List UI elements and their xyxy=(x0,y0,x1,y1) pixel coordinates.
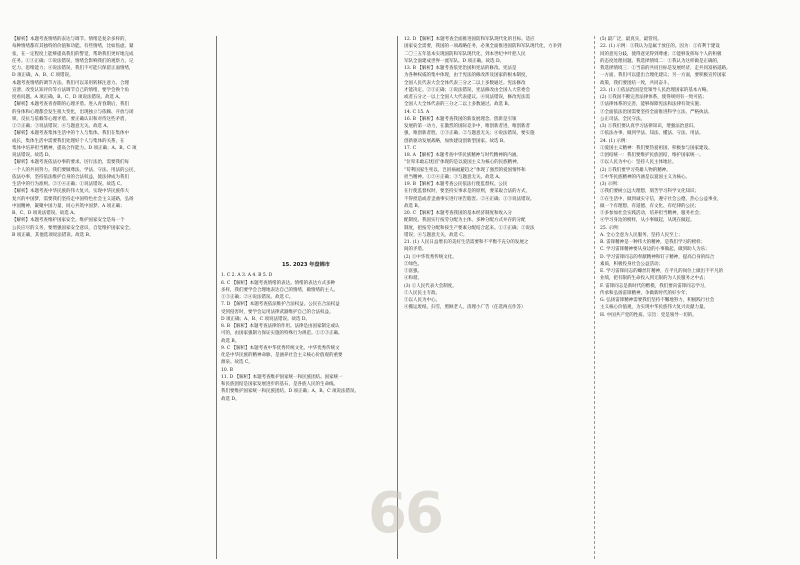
answer-line: ③法律体系的完善，能够保障宪法和法律有效实施； xyxy=(600,102,704,108)
answer-line: 依法办事，坚持依法维护自身的合法权益，使法律成为我们 xyxy=(12,174,129,180)
answer-line: 【解析】本题考查中华民族的伟大复兴。实现中华民族伟大 xyxy=(12,189,129,195)
answer-line: 为各种权威的集中体现，由于宪法的修改涉及国家的根本制度， xyxy=(404,73,530,79)
answer-line: G. 弘扬雷锋精神需要我们坚持不懈地努力，积极践行社会 xyxy=(600,298,715,303)
answer-line: 化是中华民族的精神命脉，是涵养社会主义核心价值观的重要 xyxy=(221,353,343,358)
answer-line: “苟利国家生死以，岂因祸福避趋之”体现了强烈的爱国情怀和 xyxy=(404,167,526,173)
answer-line: 度看问题。A 项正确，B、C、D 项说法错误。故选 A。 xyxy=(12,95,124,100)
answer-line: 强，唯创新者胜。①③正确；②与题意无关；④说法错误。要实施 xyxy=(404,131,535,137)
answer-line: 二〇三五年基本实现国防和军队现代化，到本世纪中叶把人民 xyxy=(404,51,526,57)
answer-line: F. 雷锋同志是新时代的楷模，我们要向雷锋同志学习， xyxy=(600,283,709,289)
answer-line: 张，在一定程度上能够提高我们的警觉，帮助我们更好地完成 xyxy=(12,51,134,57)
answer-line: 复兴的中国梦，需要我们坚持走中国特色社会主义道路，弘扬 xyxy=(12,196,134,202)
answer-line: 21. (1) 人民日益增长的美好生活需要和不平衡不充分的发展之 xyxy=(404,240,529,245)
answer-line: 制度，把按劳分配和按生产要素分配结合起来。①③正确；②说法 xyxy=(404,225,535,231)
answer-line: 16. B 【解析】本题考查我国的新发展理念。创新是引领 xyxy=(404,116,517,122)
answer-line: ①我们要树立远大理想，刻苦学习科学文化知识； xyxy=(600,189,699,195)
answer-line: 23. (1) ①依法治国是党领导人民治理国家的基本方略。 xyxy=(600,87,711,93)
answer-line: B. 雷锋精神是一种伟大的精神，是我们学习的榜样； xyxy=(600,240,706,245)
answer-line: 25. 示例： xyxy=(600,225,623,231)
answer-line: 【解析】本题考查情绪的表达与调节。情绪是复杂多样的， xyxy=(12,37,129,42)
answer-line: C. 学习雷锋精神要从身边的小事做起，做到助人为乐； xyxy=(600,247,710,253)
answer-line: 在行使监督权时，要坚持实事求是的原则，要采取合法的方式， xyxy=(404,189,530,195)
answer-line: 集体中培养担当精神，提高合作能力。D 项正确；A、B、C 项 xyxy=(12,145,137,151)
answer-line: 全国人大全体代表的三分之二以上多数通过。故选 B。 xyxy=(404,102,513,108)
answer-line: 生活中的行为准则。②③④正确；①说法错误。故选 C。 xyxy=(12,182,125,187)
answer-line: 故选 D。 xyxy=(221,396,240,402)
answer-line: ①②正确；③说法错误；④与题意无关。故选 A。 xyxy=(12,124,112,129)
page-number-watermark: 66 xyxy=(368,481,442,546)
answer-line: 政策，我们要团结一致，共同奋斗。 xyxy=(600,80,672,86)
answer-line: ①③正确；②④说法错误。故选 C。 xyxy=(221,295,294,300)
answer-line: 19. B 【解析】本题考查公民依法行使监督权。公民 xyxy=(404,182,508,187)
answer-line: 可的，由国家强制力保证实施的特殊行为规范。①②③正确。 xyxy=(221,331,343,337)
answer-line: D 项正确；A、B、C 项说法错误。故选 D。 xyxy=(221,316,311,322)
answer-column-1 xyxy=(12,36,210,557)
answer-line: 11. D 【解析】本题考查维护国家统一和民族团结。国家统一 xyxy=(221,374,343,380)
answer-line: (2) ①我国不断完善法律体系，使得规则有一致可依； xyxy=(600,95,707,100)
answer-line: 一方面，我们可以提出合理化建议；另一方面，要积极宣传国家 xyxy=(600,73,726,79)
answer-line: 我选择情境三：①当前的共同目标是发展经济，走共同富裕道路。 xyxy=(600,66,731,71)
answer-line: 我们要维护国家统一和民族团结。D 项正确；A、B、C 项说法错误。 xyxy=(221,389,359,395)
answer-line: 传承和弘扬雷锋精神，争做新时代的好少年； xyxy=(600,290,690,296)
answer-column-2 xyxy=(221,36,391,557)
answer-line: ②依法办事，做到学法、知法、懂法、守法、用法。 xyxy=(600,131,704,137)
answer-line: 才能决定。②③正确；①说法错误，宪法修改由全国人大常委会 xyxy=(404,87,530,93)
answer-line: ④搬运废纸，扫雪，照顾老人，清理小广告（任选两点作答） xyxy=(404,305,526,311)
section-answers xyxy=(221,272,391,403)
answer-line: 本题考查情绪的调节方法。我们可以采用转移注意力、合理 xyxy=(12,80,129,86)
column-divider xyxy=(216,36,217,559)
answer-line: 18. A 【解析】本题考查中华民族精神与时代精神的内涵。 xyxy=(404,153,521,158)
answer-line: 忆力、思维能力；④说法错误，我们不可能只保留正面情绪， xyxy=(12,66,134,71)
answer-line: “位卑未敢忘忧国”体现的是以爱国主义为核心的民族精神， xyxy=(404,160,522,166)
answer-line: 一个人的共同努力。我们要做尊法、学法、守法、用法的公民， xyxy=(12,167,138,173)
answer-line: (3) 示例： xyxy=(600,182,622,187)
answer-line: D. 学习雷锋同志的奉献精神和钉子精神，提高自身的综合 xyxy=(600,254,715,260)
answer-line: (3) ①我们要认真学习法律知识，增强法治意识。 xyxy=(600,124,698,129)
answer-line: 13. B 【解析】本题考查依宪治国和宪法的修改。宪法是 xyxy=(404,66,517,71)
answer-line: 创新驱动发展战略，加快建设创新型国家。故选 B。 xyxy=(404,138,508,144)
answer-line: (5) 最广泛，最真实，最管用。 xyxy=(600,37,662,42)
answer-line: 9. C 【解析】本题考查中华优秀传统文化。中华优秀传统文 xyxy=(221,345,340,351)
answer-line: 【解析】本题考查集体生活中的个人与集体。我们在集体中 xyxy=(12,131,129,137)
answer-line: (2) ①我们要学习英雄人物的精神。 xyxy=(600,167,671,173)
answer-line: 每种情绪都有其独特的价值和功能。有些情绪，比如焦虑、紧 xyxy=(12,44,134,50)
answer-section xyxy=(221,262,391,403)
answer-line: ③以人民为中心：坚持人民主体地位。 xyxy=(600,160,677,166)
answer-line: 国家安全需要，我国的一项战略任务，必须全面推进国防和军队现代化，力争到 xyxy=(404,44,562,50)
answer-line: 成长，集体生活中需要我们处理好个人与集体的关系，在 xyxy=(12,138,125,144)
answer-line: ②绿色。 xyxy=(404,261,422,267)
answer-line: 14. C 15. A xyxy=(404,109,430,115)
answer-line: 主义核心价值观，为实现中华民族伟大复兴贡献力量。 xyxy=(600,305,708,311)
answer-line: 说法错误。故选 D。 xyxy=(12,153,54,158)
answer-line: B 项正确，其他选项说法错误。故选 B。 xyxy=(12,232,94,238)
answer-line: ③全面依法治国需要坚持全面推进科学立法、严格执法、 xyxy=(600,109,713,115)
answer-line: 素质，积极投身社会公益活动； xyxy=(600,261,663,267)
answer-line: 配制度。我国实行按劳分配为主体、多种分配方式并存的分配 xyxy=(404,218,526,224)
answer-line: ④和谐。 xyxy=(404,276,422,282)
answer-line: 和民族团结是国家发展进步的基石，是各族人民的生命线。 xyxy=(221,382,338,387)
answer-line: 的身体和心理都会发生很大变化，出现独立与依赖、开放与闭 xyxy=(12,109,134,115)
answer-line: 的态度处理问题。我选择情境二：①我认为这样做是正确的， xyxy=(600,58,722,64)
answer-line: 【解析】本题考查维护国家安全。维护国家安全是每一个 xyxy=(12,218,125,224)
answer-line: ④学习身边的榜样，从小事做起，从现在做起。 xyxy=(600,218,695,224)
answer-line: 公民应尽的义务，要增强国家安全意识，自觉维护国家安全。 xyxy=(12,225,134,231)
answer-line: 12. D 【解析】本题考查全面推进国防和军队现代化的目标。适应 xyxy=(404,37,535,42)
answer-line: 故选 B。 xyxy=(221,338,240,344)
answer-line: ③以人民为中心。 xyxy=(404,298,440,303)
answer-line: 中国精神，凝聚中国力量，同心共筑中国梦。A 项正确； xyxy=(12,203,125,209)
answer-line: 做一个有理想、有道德、有文化、有纪律的公民； xyxy=(600,203,699,209)
answer-line: 8. B 【解析】本题考查法律的作用。法律是由国家制定或认 xyxy=(221,324,340,329)
answer-line: 24. (1) 示例： xyxy=(600,138,630,144)
answer-line: 发展的第一动力，在激烈的国际竞争中，唯创新者进，唯创新者 xyxy=(404,124,530,129)
column-divider xyxy=(594,36,595,559)
answer-line: 【解析】本题考查依法办事的要求。厉行法治，需要我们每 xyxy=(12,160,129,166)
answer-line: 业绩，把有限的生命投入到无限的为人民服务之中去； xyxy=(600,276,708,282)
answer-line: 宣泄、改变认知评价等方法调节自己的情绪，要学会换个角 xyxy=(12,87,129,93)
answer-line: 错误；④与题意无关。故选 C。 xyxy=(404,232,468,238)
answer-line: (3) ①人民代表大会制度。 xyxy=(404,283,457,289)
answer-line: E. 学习雷锋同志的螺丝钉精神，在平凡的岗位上做出不平凡的 xyxy=(600,269,724,274)
answer-line: ②人民民主专政。 xyxy=(404,290,440,296)
answer-line: 20. C 【解析】本题考查我国的基本经济制度和收入分 xyxy=(404,211,512,216)
answer-column-4 xyxy=(600,36,788,557)
answer-line: 受到侵害时，要学会运用法律武器维护自己的合法权益。 xyxy=(221,309,334,315)
answer-line: 1. C 2. A 3. A 4. B 5. D xyxy=(221,273,273,279)
answer-line: ③多参加社会实践活动，培养担当精神，服务社会； xyxy=(600,211,704,216)
answer-line: D 项正确，A、B、C 项错误。 xyxy=(12,73,74,79)
answer-line: ①爱国主义精神：我们要热爱祖国，积极参与国家建设。 xyxy=(600,145,713,151)
answer-line: 或者五分之一以上全国人大代表提议。④说法错误，修改宪法需 xyxy=(404,95,530,100)
answer-line: 间的矛盾。 xyxy=(404,247,427,253)
answer-line: 17. C xyxy=(404,145,417,151)
answer-line: A. 全心全意为人民服务，坚持人民至上； xyxy=(600,232,683,238)
answer-line: 源泉。故选 C。 xyxy=(221,360,253,366)
answer-line: 担当精神。①②④正确；③与题意无关。故选 A。 xyxy=(404,174,504,180)
section-title: 15. 2023 年盘锦市 xyxy=(282,262,330,268)
answer-line: 不得捏造或者歪曲事实进行诬告陷害。②④正确；①③说法错误。 xyxy=(404,196,535,202)
answer-line: H. 中国共产党的性质、宗旨：党是领导一切的。 xyxy=(600,312,697,318)
answer-line: 同的意见分歧，使得意见得到尊重；②能够发挥每个人的积极 xyxy=(600,51,722,57)
answer-line: 全国人民代表大会全体代表三分之二以上多数通过。宪法修改 xyxy=(404,80,526,86)
answer-line: 任务。①③正确；②说法错误，情绪会影响我们的观察力、记 xyxy=(12,58,134,64)
answer-line: 多样，我们要学会合理地表达自己的情绪，做情绪的主人。 xyxy=(221,287,338,293)
answer-line: B、C、D 项说法错误。故选 A。 xyxy=(12,211,78,216)
answer-line: ③富强。 xyxy=(404,269,422,274)
answer-line: 7. D 【解析】本题考查依法维护合法权益。公民在合法权益 xyxy=(221,302,340,308)
answer-line: 【解析】本题考查青春期的心理矛盾。进入青春期后，我们 xyxy=(12,102,129,108)
answer-line: 6. C 【解析】本题考查情绪的表达。情绪的表达方式多种 xyxy=(221,280,336,286)
answer-line: 锁、反抗与依赖等心理矛盾。要正确认识和对待这些矛盾， xyxy=(12,116,129,122)
answer-line: ②团结统一：我们要维护民族团结，维护国家统一。 xyxy=(600,153,704,158)
answer-line: ②中华民族精神的内涵是以爱国主义为核心。 xyxy=(600,174,690,180)
answer-line: 公正司法、全民守法。 xyxy=(600,116,645,122)
answer-line: 10. B xyxy=(221,367,233,373)
answer-line: (2) ①中华优秀传统文化。 xyxy=(404,254,457,260)
answer-line: ②在生活中，做到诚实守信，遵守社会公德，热心公益事业， xyxy=(600,196,722,202)
answer-column-3 xyxy=(404,36,588,557)
answer-line: 故选 B。 xyxy=(404,203,423,209)
answer-line: 军队全面建成世界一流军队。D 项正确。故选 D。 xyxy=(404,58,505,64)
answer-line: 22. (1) 示例：①我认为是属于放任的。因为：①有利于建设 xyxy=(600,44,720,50)
